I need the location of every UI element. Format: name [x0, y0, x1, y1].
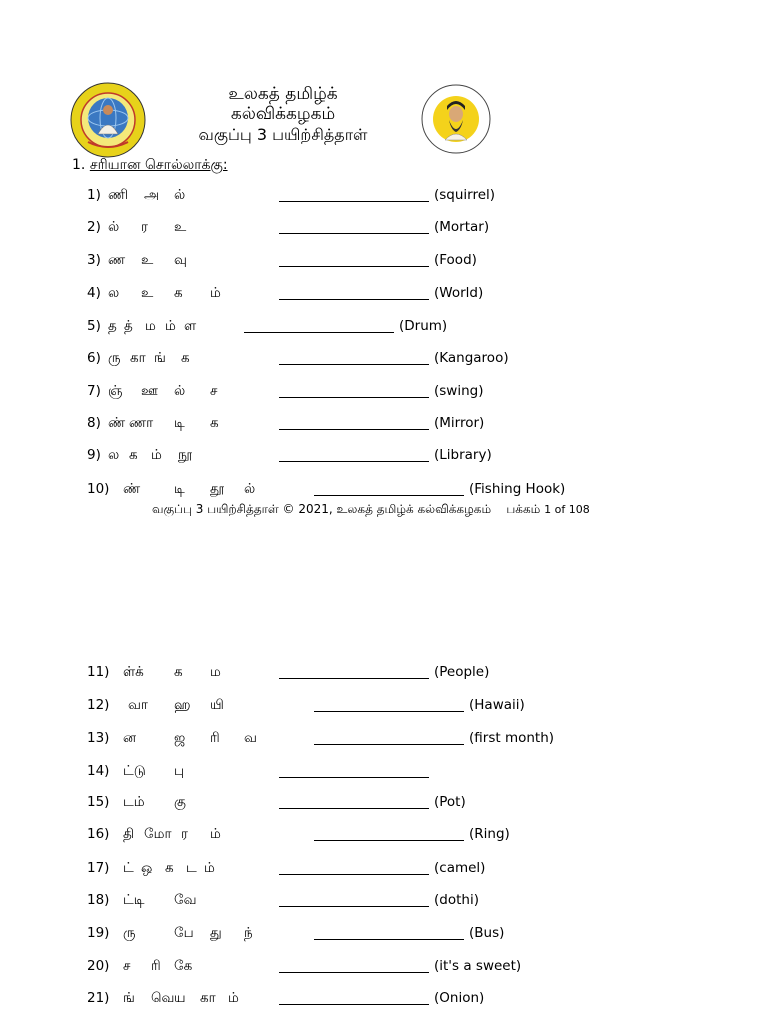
scrambled-letter: ட: [186, 860, 197, 876]
english-hint: (World): [434, 285, 484, 301]
answer-blank-line[interactable]: [279, 1004, 429, 1005]
california-tamil-academy-logo: [421, 84, 491, 154]
scrambled-letter: ம்: [165, 318, 176, 334]
question-number: 1): [87, 187, 101, 203]
answer-blank-line[interactable]: [314, 840, 464, 841]
scrambled-letter: வ: [244, 730, 257, 746]
scrambled-letter: வா: [128, 697, 148, 713]
scrambled-letter: கா: [130, 350, 146, 366]
scrambled-letter: தி: [123, 826, 135, 842]
english-hint: (Food): [434, 252, 477, 268]
question-number: 13): [87, 730, 110, 746]
answer-blank-line[interactable]: [279, 201, 429, 202]
english-hint: (Library): [434, 447, 492, 463]
question-number: 2): [87, 219, 101, 235]
answer-blank-line[interactable]: [279, 808, 429, 809]
scrambled-letter: ம்: [210, 285, 221, 301]
scrambled-letter: டி: [174, 415, 185, 431]
scrambled-letter: ம்: [151, 447, 162, 463]
answer-blank-line[interactable]: [279, 874, 429, 875]
scrambled-letter: ணி: [108, 187, 129, 203]
scrambled-letter: க: [181, 350, 190, 366]
scrambled-letter: ச: [123, 958, 131, 974]
english-hint: (first month): [469, 730, 555, 746]
scrambled-letter: ரு: [123, 925, 136, 941]
question-number: 11): [87, 664, 110, 680]
answer-blank-line[interactable]: [279, 233, 429, 234]
scrambled-letter: யி: [210, 697, 224, 713]
scrambled-letter: ண்: [108, 415, 126, 431]
answer-blank-line[interactable]: [279, 678, 429, 679]
scrambled-letter: ரு: [108, 350, 121, 366]
english-hint: (Hawaii): [469, 697, 525, 713]
question-number: 8): [87, 415, 101, 431]
question-number: 5): [87, 318, 101, 334]
question-number: 16): [87, 826, 110, 842]
english-hint: (dothi): [434, 892, 479, 908]
scrambled-letter: ண: [108, 252, 126, 268]
english-hint: (Mortar): [434, 219, 490, 235]
scrambled-letter: த்: [124, 318, 133, 334]
english-hint: (Ring): [469, 826, 510, 842]
english-hint: (People): [434, 664, 490, 680]
english-hint: (swing): [434, 383, 484, 399]
answer-blank-line[interactable]: [279, 299, 429, 300]
scrambled-letter: ம்: [228, 990, 239, 1006]
scrambled-letter: து: [210, 925, 222, 941]
scrambled-letter: வு: [174, 252, 187, 268]
footer-page-label: பக்கம்: [506, 502, 541, 516]
scrambled-letter: ம: [210, 664, 221, 680]
english-hint: (squirrel): [434, 187, 496, 203]
answer-blank-line[interactable]: [314, 711, 464, 712]
scrambled-letter: தூ: [210, 481, 225, 497]
scrambled-letter: ல்: [174, 187, 186, 203]
answer-blank-line[interactable]: [279, 777, 429, 778]
answer-blank-line[interactable]: [244, 332, 394, 333]
scrambled-letter: ட்: [123, 860, 134, 876]
scrambled-letter: நூ: [178, 447, 193, 463]
scrambled-letter: ண்: [123, 481, 141, 497]
answer-blank-line[interactable]: [314, 939, 464, 940]
answer-blank-line[interactable]: [279, 461, 429, 462]
english-hint: (Pot): [434, 794, 466, 810]
scrambled-letter: க: [174, 285, 183, 301]
scrambled-letter: ள்க்: [123, 664, 144, 680]
english-hint: (Bus): [469, 925, 505, 941]
question-number: 19): [87, 925, 110, 941]
english-hint: (Onion): [434, 990, 485, 1006]
english-hint: (Kangaroo): [434, 350, 509, 366]
scrambled-letter: ல: [108, 447, 120, 463]
scrambled-letter: த: [108, 318, 117, 334]
scrambled-letter: ந்: [244, 925, 253, 941]
scrambled-letter: ல: [108, 285, 120, 301]
scrambled-letter: ள: [184, 318, 197, 334]
question-number: 3): [87, 252, 101, 268]
scrambled-letter: ஞ்: [108, 383, 123, 399]
scrambled-letter: ம: [145, 318, 156, 334]
answer-blank-line[interactable]: [279, 429, 429, 430]
scrambled-letter: ட்டி: [123, 892, 145, 908]
answer-blank-line[interactable]: [314, 744, 464, 745]
scrambled-letter: கா: [200, 990, 216, 1006]
scrambled-letter: ர: [181, 826, 188, 842]
answer-blank-line[interactable]: [279, 906, 429, 907]
scrambled-letter: ஊ: [141, 383, 158, 399]
scrambled-letter: க: [129, 447, 138, 463]
question-number: 21): [87, 990, 110, 1006]
section-number: 1.: [72, 157, 86, 173]
question-number: 20): [87, 958, 110, 974]
scrambled-letter: ம்: [210, 826, 221, 842]
scrambled-letter: மோ: [144, 826, 172, 842]
scrambled-letter: ணா: [129, 415, 154, 431]
scrambled-letter: வெ: [151, 990, 175, 1006]
scrambled-letter: டம்: [123, 794, 145, 810]
english-hint: (it's a sweet): [434, 958, 522, 974]
scrambled-letter: ஹ: [174, 697, 191, 713]
question-number: 15): [87, 794, 110, 810]
page-footer: [152, 502, 590, 518]
scrambled-letter: உ: [141, 252, 154, 268]
question-number: 10): [87, 481, 110, 497]
question-number: 4): [87, 285, 101, 301]
scrambled-letter: ர: [141, 219, 148, 235]
international-tamil-academy-logo: [70, 82, 146, 158]
english-hint: (camel): [434, 860, 486, 876]
page-title-line-2: கல்விக்கழகம்: [230, 104, 336, 124]
answer-blank-line[interactable]: [279, 972, 429, 973]
answer-blank-line[interactable]: [279, 266, 429, 267]
scrambled-letter: ன: [123, 730, 137, 746]
scrambled-letter: ச: [210, 383, 218, 399]
scrambled-letter: ல்: [174, 383, 186, 399]
scrambled-letter: பே: [174, 925, 194, 941]
question-number: 9): [87, 447, 101, 463]
question-number: 17): [87, 860, 110, 876]
scrambled-letter: ஜ: [174, 730, 186, 746]
question-number: 12): [87, 697, 110, 713]
english-hint: (Mirror): [434, 415, 485, 431]
scrambled-letter: கு: [174, 794, 186, 810]
page-subtitle: வகுப்பு 3 பயிற்சித்தாள்: [198, 125, 368, 144]
scrambled-letter: ல்: [108, 219, 120, 235]
question-number: 6): [87, 350, 101, 366]
scrambled-letter: ங்: [123, 990, 135, 1006]
scrambled-letter: அ: [144, 187, 160, 203]
scrambled-letter: க: [210, 415, 219, 431]
scrambled-letter: க: [165, 860, 174, 876]
scrambled-letter: வே: [174, 892, 197, 908]
scrambled-letter: ரி: [151, 958, 161, 974]
scrambled-letter: ம்: [204, 860, 215, 876]
english-hint: (Drum): [399, 318, 448, 334]
scrambled-letter: டி: [174, 481, 185, 497]
scrambled-letter: உ: [174, 219, 187, 235]
footer-page-count: 1 of 108: [544, 503, 590, 516]
answer-blank-line[interactable]: [279, 364, 429, 365]
question-number: 18): [87, 892, 110, 908]
english-hint: (Fishing Hook): [469, 481, 566, 497]
scrambled-letter: ஒ: [141, 860, 153, 876]
section-title: சரியான சொல்லாக்கு:: [89, 157, 228, 173]
question-number: 7): [87, 383, 101, 399]
scrambled-letter: கே: [174, 958, 193, 974]
scrambled-letter: க: [174, 664, 183, 680]
answer-blank-line[interactable]: [279, 397, 429, 398]
section-heading: [72, 157, 228, 175]
answer-blank-line[interactable]: [314, 495, 464, 496]
scrambled-letter: ல்: [244, 481, 256, 497]
footer-text: வகுப்பு 3 பயிற்சித்தாள் © 2021, உலகத் தமிழ்க் கல்விக்கழகம்: [152, 502, 492, 516]
scrambled-letter: பு: [174, 763, 185, 779]
scrambled-letter: ய: [174, 990, 186, 1006]
page-title-line-1: உலகத் தமிழ்க்: [228, 84, 338, 104]
question-number: 14): [87, 763, 110, 779]
scrambled-letter: ங்: [154, 350, 166, 366]
scrambled-letter: உ: [141, 285, 154, 301]
scrambled-letter: ரி: [210, 730, 220, 746]
scrambled-letter: ட்டு: [123, 763, 146, 779]
